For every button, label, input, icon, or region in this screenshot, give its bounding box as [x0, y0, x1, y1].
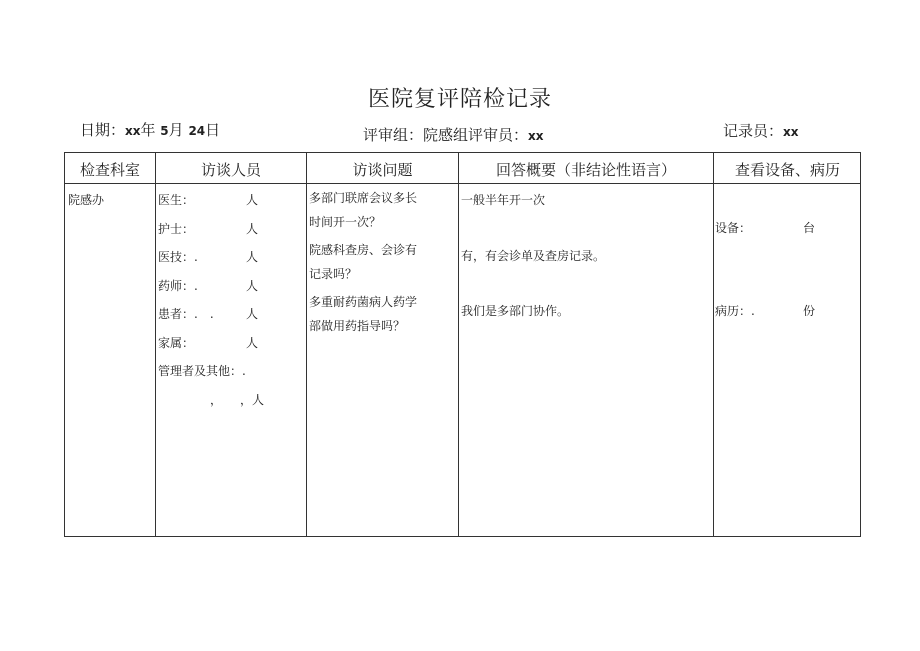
interviewee-unit: 人 [246, 335, 259, 350]
column-divider [713, 153, 714, 536]
question-line: 多部门联席会议多长 [309, 191, 418, 205]
interviewee-row [158, 357, 303, 386]
interviewees-cell [158, 186, 303, 414]
date-month-value: 5 [160, 124, 169, 138]
answer-line: 一般半年开一次 [461, 193, 546, 207]
column-divider [155, 153, 156, 536]
interviewee-role: 医技：. [158, 250, 198, 264]
records-label: 病历：. [715, 304, 755, 318]
interviewee-role: 医生： [158, 193, 195, 207]
interviewee-unit: 人 [246, 307, 259, 321]
date-day-value: 24 [188, 124, 206, 138]
header-questions: 访谈问题 [352, 161, 413, 179]
header-department: 检查科室 [79, 161, 140, 179]
column-divider [306, 153, 307, 536]
review-group-line [363, 124, 544, 145]
records-unit: 份 [803, 304, 816, 318]
interviewee-row [158, 386, 303, 415]
interviewee-unit: 人 [246, 193, 259, 207]
date-line [80, 119, 220, 140]
interviewee-row [158, 243, 303, 272]
recorder-name: xx [783, 125, 799, 139]
header-interviewees: 访谈人员 [200, 161, 261, 179]
answer-line: 我们是多部门协作。 [461, 304, 570, 318]
header-divider [65, 183, 860, 184]
interviewee-role: 患者：. . [158, 307, 214, 321]
interviewee-unit: 人 [246, 221, 259, 236]
interviewee-unit: 人 [252, 392, 265, 407]
interviewee-row [158, 300, 303, 329]
answer-line: 有，有会诊单及查房记录。 [461, 249, 606, 263]
equipment-label: 设备： [715, 221, 752, 235]
date-year-value: xx [125, 124, 141, 138]
question-line: 院感科查房、会诊有 [309, 243, 418, 257]
column-divider [458, 153, 459, 536]
question-line: 部做用药指导吗？ [309, 319, 406, 333]
questions-cell [309, 186, 417, 338]
interviewee-role: 家属： [158, 335, 195, 350]
interviewee-unit: 人 [246, 278, 259, 293]
interviewee-role: 管理者及其他：. [158, 364, 246, 378]
date-day-unit: 日 [205, 121, 221, 139]
interviewee-row [158, 272, 303, 301]
equipment-unit: 台 [803, 221, 816, 235]
question-line: 记录吗？ [309, 267, 358, 281]
date-label: 日期： [80, 121, 126, 139]
department-cell: 院感办 [68, 193, 105, 207]
interviewee-row [158, 186, 303, 215]
interviewee-unit: 人 [246, 250, 259, 264]
interviewee-role: 护士： [158, 221, 195, 236]
interviewee-row [158, 215, 303, 244]
reviewer-name: xx [528, 129, 544, 143]
date-year-unit: 年 [140, 121, 156, 139]
header-equipment-records: 查看设备、病历 [734, 161, 840, 179]
date-month-unit: 月 [168, 121, 184, 139]
review-group-label: 评审组：院感组评审员： [363, 126, 529, 144]
interviewee-role: 药师：. [158, 278, 198, 293]
interviewee-row [158, 329, 303, 358]
recorder-label: 记录员： [723, 122, 784, 140]
question-line: 时间开一次？ [309, 215, 382, 229]
inspection-table [64, 152, 861, 537]
header-answers: 回答概要（非结论性语言） [495, 161, 676, 179]
recorder-line [723, 120, 799, 141]
interviewee-role: ， ， [210, 392, 253, 407]
question-line: 多重耐药菌病人药学 [309, 295, 418, 309]
page-title: 医院复评陪检记录 [367, 87, 552, 112]
